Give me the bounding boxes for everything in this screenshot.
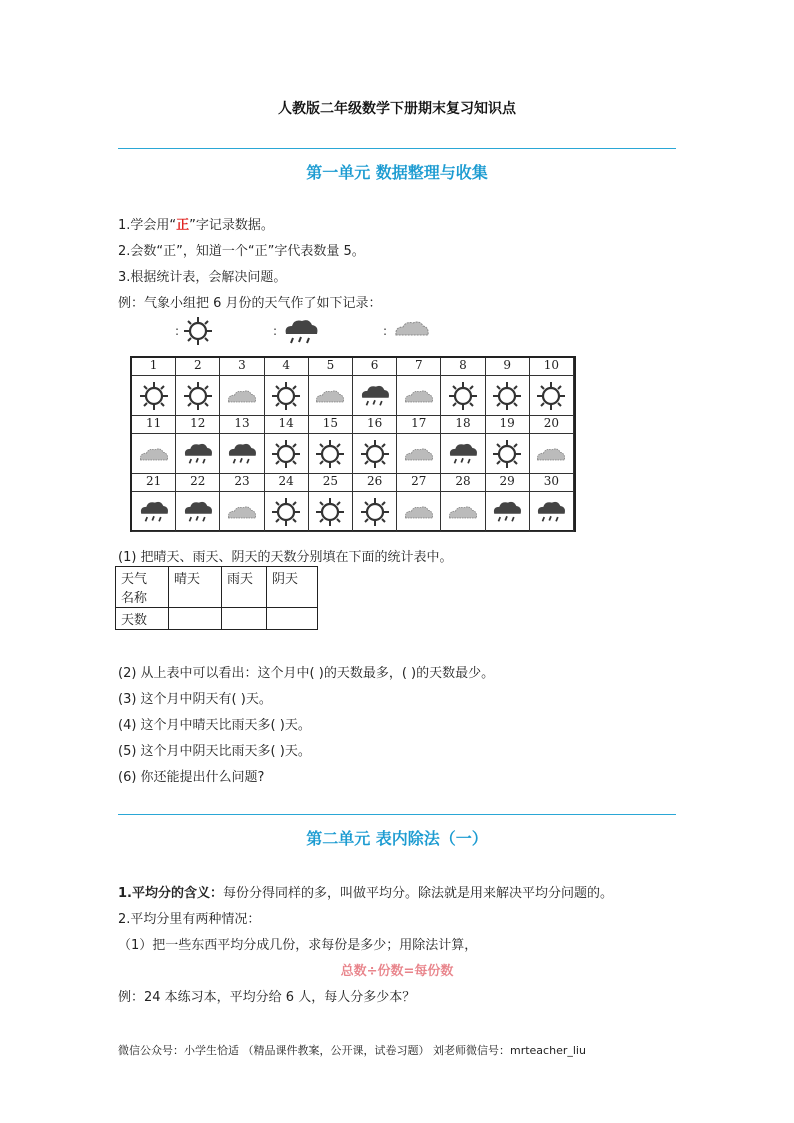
sun-icon [360, 439, 390, 469]
grid-weather-cell [441, 434, 485, 474]
grid-day-number [353, 474, 397, 492]
day-number-text: 28 [455, 474, 471, 488]
day-number-text: 9 [503, 358, 511, 372]
grid-day-number [397, 358, 441, 376]
unit2-title: 第二单元 表内除法（一） [306, 829, 488, 848]
day-number-text: 1 [149, 358, 158, 372]
zheng-character: 正 [176, 218, 190, 233]
grid-weather-cell [176, 492, 220, 532]
question-2: (2) 从上表中可以看出：这个月中( )的天数最多，( )的天数最少。 [118, 666, 495, 681]
rain-cloud-icon [358, 381, 392, 411]
grid-day-number [176, 416, 220, 434]
day-number-text: 23 [234, 474, 250, 488]
grid-weather-cell [441, 376, 485, 416]
day-number-text: 16 [366, 416, 383, 430]
grid-weather-cell [530, 376, 574, 416]
weather-legend [175, 316, 435, 348]
day-number-text: 7 [414, 358, 423, 372]
grid-weather-cell [265, 434, 309, 474]
sun-icon [448, 381, 478, 411]
table-header-cell: 雨天 [222, 567, 267, 608]
unit1-point-3: 3.根据统计表，会解决问题。 [118, 270, 287, 285]
grid-weather-cell [397, 376, 441, 416]
grid-weather-cell [132, 492, 176, 532]
rain-cloud-icon [446, 439, 480, 469]
grid-day-number [353, 358, 397, 376]
grid-day-number [486, 474, 530, 492]
grid-day-number [530, 416, 574, 434]
grid-day-number [309, 416, 353, 434]
grid-weather-cell [486, 376, 530, 416]
grid-day-number [397, 416, 441, 434]
grid-day-number [265, 358, 309, 376]
unit1-title: 第一单元 数据整理与收集 [306, 163, 488, 182]
grid-weather-cell [397, 492, 441, 532]
document-title: 人教版二年级数学下册期末复习知识点 [278, 101, 516, 117]
day-number-text: 5 [326, 358, 335, 372]
sun-icon [139, 381, 169, 411]
legend-label: : [273, 324, 278, 338]
grid-day-number [441, 416, 485, 434]
term-definition: 每份分得同样的多，叫做平均分。除法就是用来解决平均分问题的。 [222, 886, 613, 901]
table-header-cell: 阴天 [267, 567, 318, 608]
rain-cloud-icon [137, 497, 171, 527]
rain-cloud-icon [181, 439, 215, 469]
grid-day-number [309, 358, 353, 376]
day-number-text: 12 [190, 416, 206, 430]
rain-cloud-icon [181, 497, 215, 527]
table-header-cell: 天气 名称 [116, 567, 169, 608]
grid-day-number [530, 474, 574, 492]
grid-weather-cell [353, 376, 397, 416]
sun-icon [271, 497, 301, 527]
unit1-point-2: 2.会数“正”，知道一个“正”字代表数量 5。 [118, 244, 365, 259]
day-number-text: 26 [366, 474, 383, 488]
question-3: (3) 这个月中阴天有( )天。 [118, 692, 272, 707]
cloudy-icon [403, 387, 435, 405]
unit1-point-1 [118, 214, 274, 233]
sun-icon [315, 439, 345, 469]
sun-icon [360, 497, 390, 527]
day-number-text: 11 [145, 416, 162, 430]
grid-day-number [353, 416, 397, 434]
day-number-text: 15 [322, 416, 339, 430]
day-number-text: 3 [238, 358, 246, 372]
grid-weather-cell [309, 434, 353, 474]
day-number-text: 19 [499, 416, 515, 430]
grid-weather-cell [530, 492, 574, 532]
day-number-text: 10 [543, 358, 560, 372]
grid-weather-cell [132, 434, 176, 474]
grid-weather-cell [220, 376, 264, 416]
grid-weather-cell [486, 434, 530, 474]
grid-weather-cell [265, 492, 309, 532]
grid-weather-cell [353, 434, 397, 474]
grid-day-number [176, 358, 220, 376]
point-text: ”字记录数据。 [189, 218, 274, 233]
table-input-cell[interactable] [169, 608, 222, 630]
table-row [116, 608, 318, 630]
table-input-cell[interactable] [222, 608, 267, 630]
day-number-text: 29 [499, 474, 515, 488]
grid-weather-cell [441, 492, 485, 532]
day-number-text: 13 [234, 416, 250, 430]
grid-day-number [486, 416, 530, 434]
grid-day-number [397, 474, 441, 492]
grid-day-number [530, 358, 574, 376]
grid-weather-cell [397, 434, 441, 474]
legend-label: : [383, 324, 388, 338]
question-1: (1) 把晴天、雨天、阴天的天数分别填在下面的统计表中。 [118, 550, 453, 565]
day-number-text: 25 [322, 474, 339, 488]
cloudy-icon [403, 445, 435, 463]
unit1-example: 例：气象小组把 6 月份的天气作了如下记录： [118, 296, 382, 311]
day-number-text: 14 [278, 416, 294, 430]
cloudy-icon [393, 318, 431, 338]
grid-day-number [309, 474, 353, 492]
day-number-text: 17 [411, 416, 427, 430]
table-header-cell: 晴天 [169, 567, 222, 608]
sun-icon [536, 381, 566, 411]
rain-cloud-icon [225, 439, 259, 469]
unit2-point-3: （1）把一些东西平均分成几份，求每份是多少；用除法计算， [118, 938, 478, 953]
grid-weather-cell [132, 376, 176, 416]
grid-day-number [220, 474, 264, 492]
sun-icon [492, 439, 522, 469]
legend-label: : [175, 324, 180, 338]
grid-weather-cell [309, 376, 353, 416]
grid-weather-cell [530, 434, 574, 474]
day-number-text: 18 [455, 416, 471, 430]
grid-day-number [220, 416, 264, 434]
cloudy-icon [138, 445, 170, 463]
day-number-text: 4 [282, 358, 290, 372]
day-number-text: 2 [193, 358, 202, 372]
question-4: (4) 这个月中晴天比雨天多( )天。 [118, 718, 311, 733]
division-formula: 总数÷份数=每份数 [340, 964, 454, 979]
cloudy-icon [403, 503, 435, 521]
sun-icon [271, 439, 301, 469]
grid-day-number [132, 416, 176, 434]
grid-day-number [132, 358, 176, 376]
page-footer: 微信公众号：小学生恰适 （精品课件教案，公开课，试卷习题） 刘老师微信号：mrteacher_liu [118, 1044, 586, 1057]
unit2-point-2: 2.平均分里有两种情况： [118, 912, 261, 927]
grid-day-number [265, 474, 309, 492]
cloudy-icon [226, 503, 258, 521]
grid-day-number [220, 358, 264, 376]
table-input-cell[interactable] [267, 608, 318, 630]
cloudy-icon [447, 503, 479, 521]
grid-weather-cell [309, 492, 353, 532]
unit2-example: 例：24 本练习本，平均分给 6 人，每人分多少本？ [118, 990, 416, 1005]
table-row [116, 567, 318, 608]
sun-icon [183, 381, 213, 411]
grid-weather-cell [176, 376, 220, 416]
weather-record-grid [130, 356, 576, 532]
sun-icon [271, 381, 301, 411]
day-number-text: 30 [543, 474, 560, 488]
grid-weather-cell [486, 492, 530, 532]
day-number-text: 21 [145, 474, 162, 488]
question-6: (6) 你还能提出什么问题? [118, 770, 265, 785]
section-divider [118, 148, 676, 149]
rain-cloud-icon [534, 497, 568, 527]
grid-day-number [132, 474, 176, 492]
statistics-table [115, 566, 318, 630]
grid-weather-cell [265, 376, 309, 416]
unit2-point-1 [118, 882, 613, 901]
grid-day-number [441, 358, 485, 376]
cloudy-icon [314, 387, 346, 405]
grid-day-number [441, 474, 485, 492]
table-header-cell: 天数 [116, 608, 169, 630]
cloudy-icon [535, 445, 567, 463]
section-divider [118, 814, 676, 815]
day-number-text: 22 [190, 474, 206, 488]
sun-icon [183, 316, 213, 346]
day-number-text: 20 [543, 416, 560, 430]
question-5: (5) 这个月中阴天比雨天多( )天。 [118, 744, 311, 759]
grid-day-number [176, 474, 220, 492]
grid-weather-cell [176, 434, 220, 474]
sun-icon [492, 381, 522, 411]
rain-cloud-icon [281, 316, 321, 348]
day-number-text: 24 [278, 474, 294, 488]
grid-weather-cell [353, 492, 397, 532]
rain-cloud-icon [490, 497, 524, 527]
day-number-text: 8 [459, 358, 467, 372]
grid-day-number [486, 358, 530, 376]
cloudy-icon [226, 387, 258, 405]
grid-weather-cell [220, 434, 264, 474]
grid-weather-cell [220, 492, 264, 532]
sun-icon [315, 497, 345, 527]
term-label: 1.平均分的含义： [118, 886, 223, 901]
point-text: 1.学会用“ [118, 218, 177, 233]
day-number-text: 6 [370, 358, 379, 372]
day-number-text: 27 [411, 474, 427, 488]
grid-day-number [265, 416, 309, 434]
